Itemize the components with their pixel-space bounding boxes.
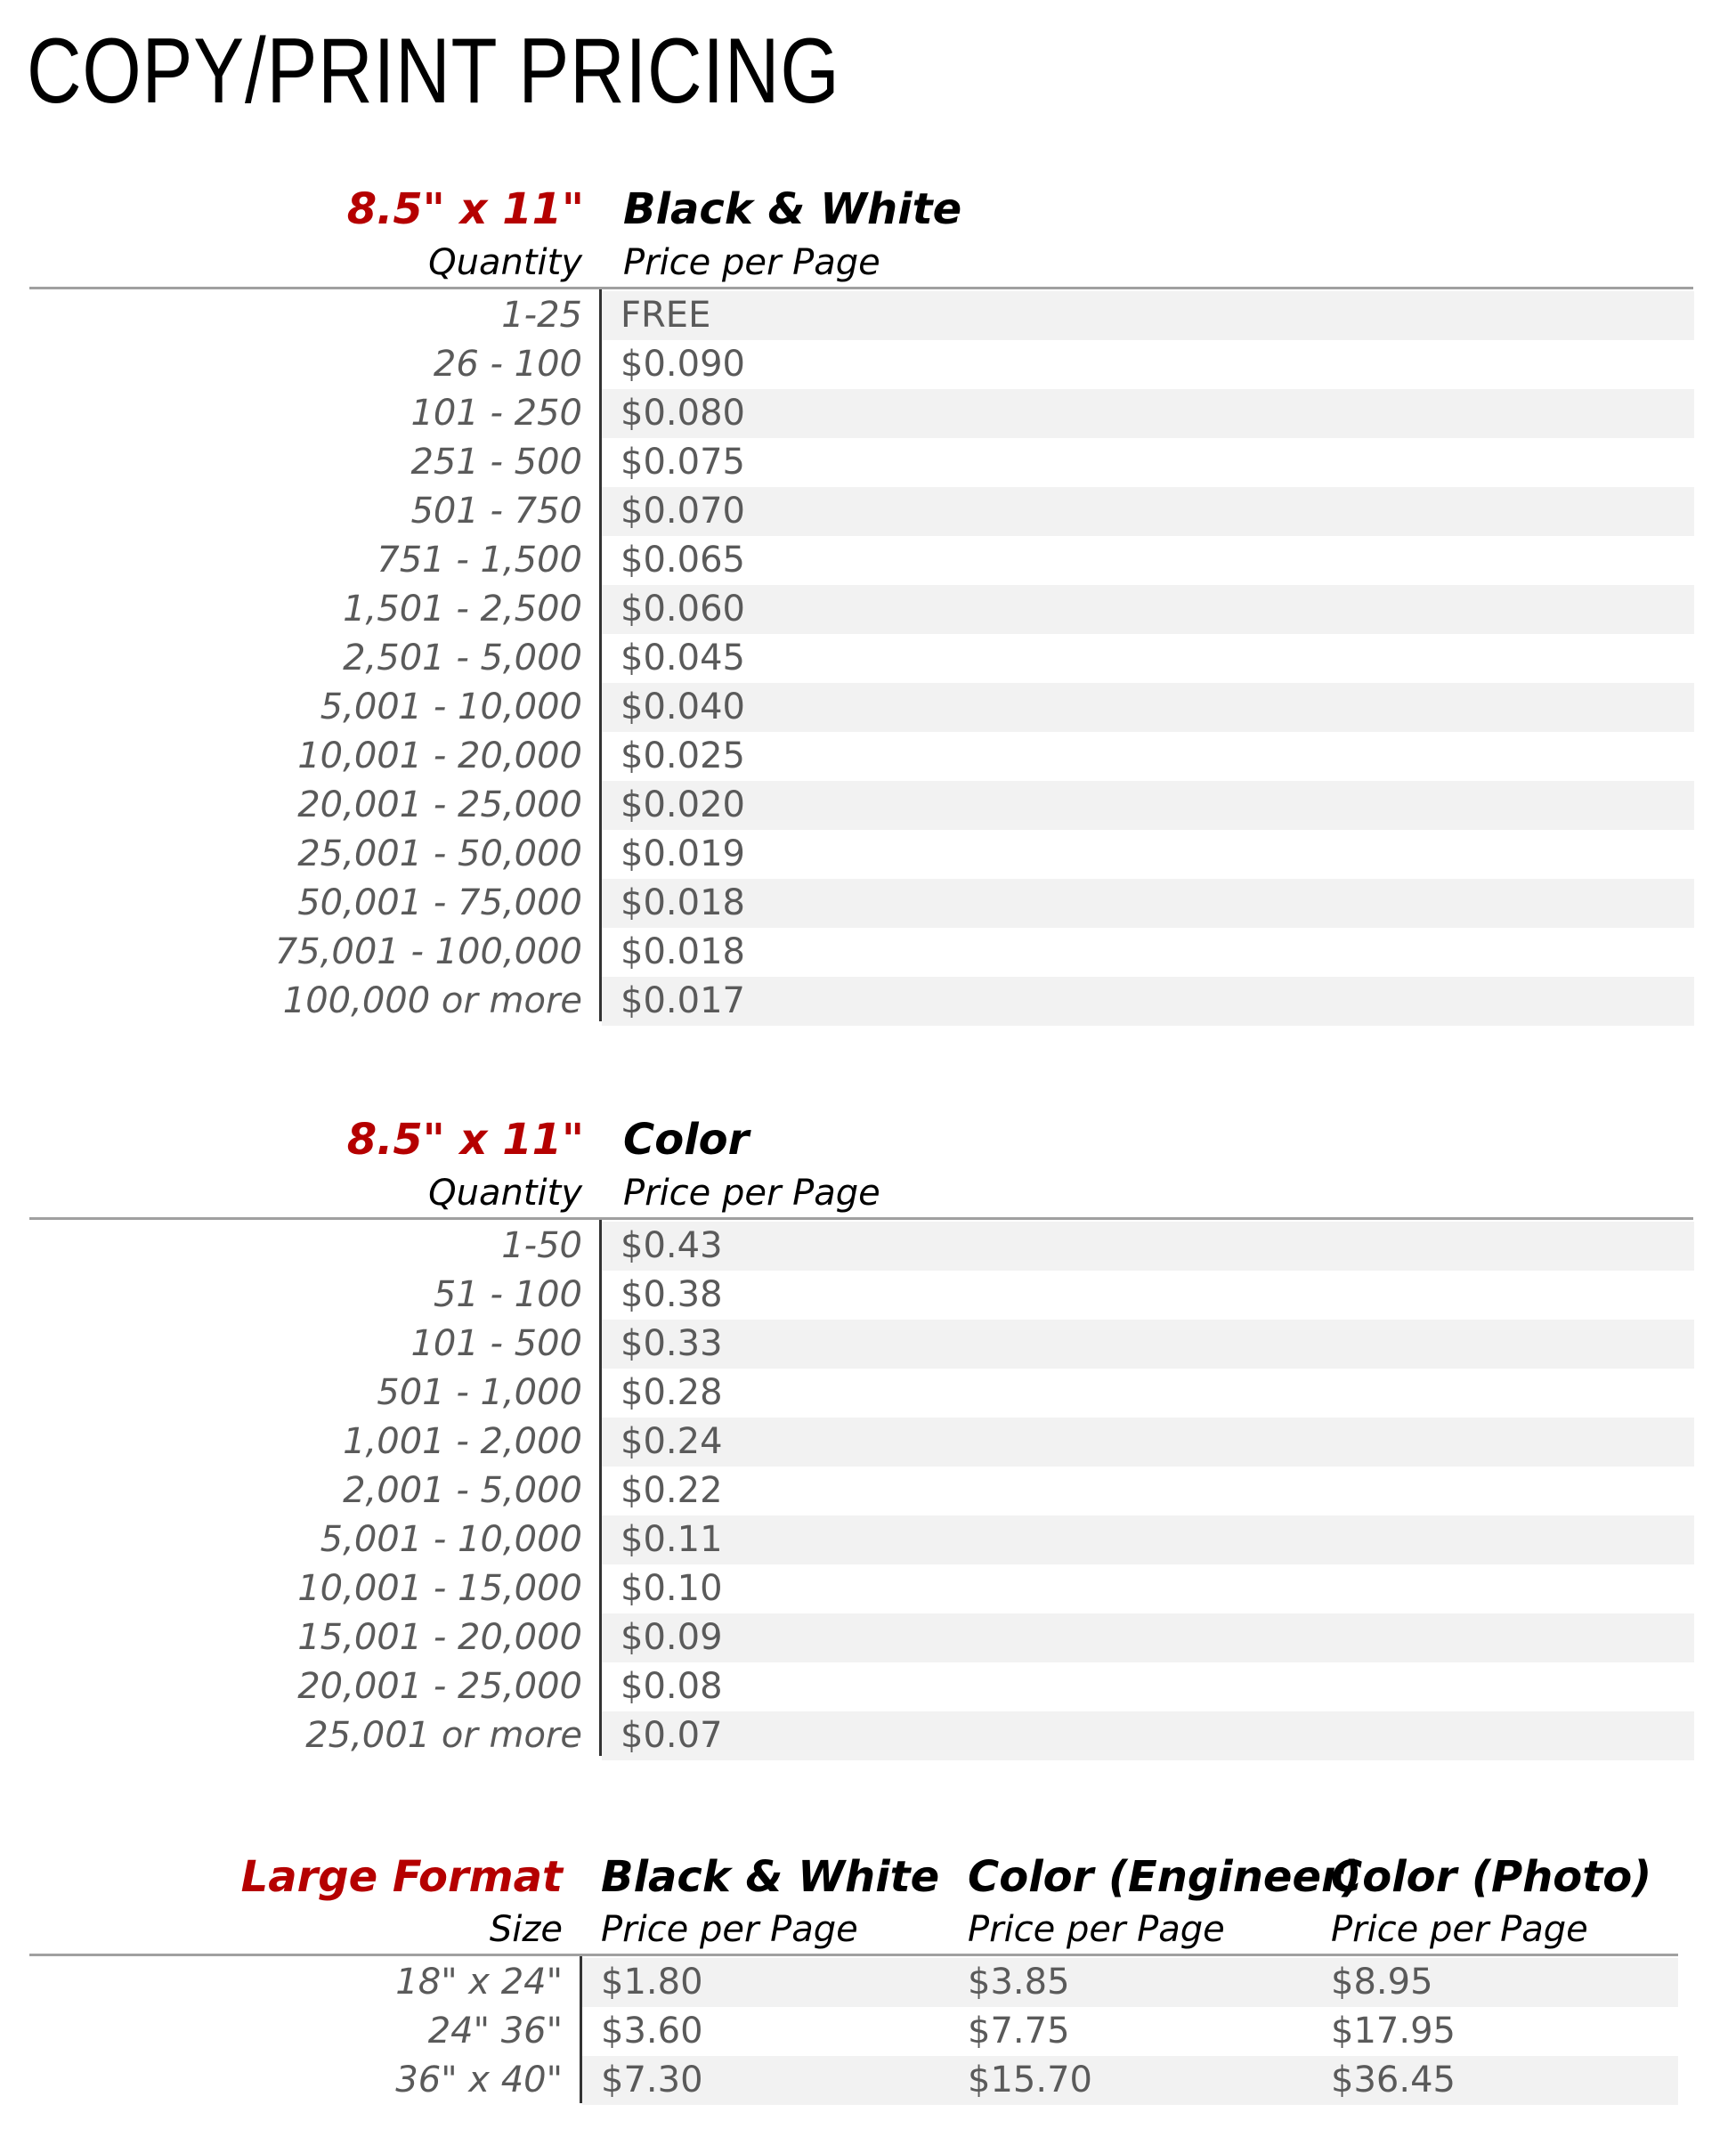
price-cell: $0.065 <box>621 540 745 581</box>
size-cell: 18" x 24" <box>395 1962 563 2003</box>
price-cell: $0.38 <box>621 1274 723 1315</box>
price-cell: $0.017 <box>621 980 745 1021</box>
quantity-cell: 501 - 750 <box>410 491 582 532</box>
quantity-cell: 15,001 - 20,000 <box>297 1617 582 1658</box>
large-col-engineer-sub: Price per Page <box>968 1909 1225 1950</box>
bw-heading: Black & White <box>623 184 962 234</box>
price-cell: $0.018 <box>621 882 745 923</box>
large-col-engineer-heading: Color (Engineer) <box>968 1852 1362 1902</box>
price-cell: $0.11 <box>621 1519 723 1560</box>
price-cell: $0.020 <box>621 784 745 825</box>
price-cell: $0.28 <box>621 1372 723 1413</box>
price-cell: $15.70 <box>968 2060 1092 2100</box>
bw-header-rule <box>29 287 1693 289</box>
page-title: COPY/PRINT PRICING <box>27 20 840 123</box>
large-format-label: Large Format <box>240 1852 563 1902</box>
bw-size-label: 8.5" x 11" <box>346 184 584 234</box>
quantity-cell: 100,000 or more <box>282 980 582 1021</box>
bw-price-header: Price per Page <box>623 242 880 283</box>
price-cell: $17.95 <box>1331 2011 1456 2052</box>
row-band <box>602 683 1694 732</box>
quantity-cell: 10,001 - 20,000 <box>297 735 582 776</box>
quantity-cell: 20,001 - 25,000 <box>297 784 582 825</box>
large-col-bw-heading: Black & White <box>601 1852 940 1902</box>
size-cell: 36" x 40" <box>395 2060 563 2100</box>
color-header-rule <box>29 1217 1693 1220</box>
row-band <box>602 1515 1694 1564</box>
row-band <box>602 487 1694 536</box>
price-cell: $0.07 <box>621 1715 723 1756</box>
price-cell: $0.080 <box>621 393 745 434</box>
quantity-cell: 1-25 <box>501 295 582 336</box>
large-col-photo-sub: Price per Page <box>1331 1909 1588 1950</box>
price-cell: $0.025 <box>621 735 745 776</box>
color-price-header: Price per Page <box>623 1173 880 1214</box>
quantity-cell: 5,001 - 10,000 <box>320 1519 582 1560</box>
price-cell: $8.95 <box>1331 1962 1433 2003</box>
row-band <box>602 1222 1694 1271</box>
quantity-cell: 1-50 <box>501 1225 582 1266</box>
price-cell: $0.22 <box>621 1470 723 1511</box>
price-cell: $7.30 <box>601 2060 703 2100</box>
row-band <box>582 2056 1678 2105</box>
quantity-cell: 501 - 1,000 <box>377 1372 582 1413</box>
row-band <box>602 1320 1694 1369</box>
price-cell: $0.075 <box>621 442 745 483</box>
price-cell: $0.10 <box>621 1568 723 1609</box>
price-cell: $0.24 <box>621 1421 723 1462</box>
quantity-cell: 2,001 - 5,000 <box>343 1470 582 1511</box>
bw-quantity-header: Quantity <box>428 242 582 283</box>
quantity-cell: 50,001 - 75,000 <box>297 882 582 923</box>
price-cell: $1.80 <box>601 1962 703 2003</box>
quantity-cell: 1,501 - 2,500 <box>343 589 582 630</box>
quantity-cell: 10,001 - 15,000 <box>297 1568 582 1609</box>
quantity-cell: 26 - 100 <box>433 344 582 385</box>
quantity-cell: 75,001 - 100,000 <box>274 931 582 972</box>
quantity-cell: 25,001 - 50,000 <box>297 833 582 874</box>
row-band <box>602 291 1694 340</box>
price-cell: FREE <box>621 295 711 336</box>
quantity-cell: 5,001 - 10,000 <box>320 687 582 727</box>
quantity-cell: 251 - 500 <box>410 442 582 483</box>
price-cell: $0.045 <box>621 638 745 678</box>
row-band <box>602 1711 1694 1760</box>
row-band <box>602 1418 1694 1467</box>
row-band <box>602 585 1694 634</box>
price-cell: $0.43 <box>621 1225 723 1266</box>
large-col-bw-sub: Price per Page <box>601 1909 858 1950</box>
quantity-cell: 20,001 - 25,000 <box>297 1666 582 1707</box>
large-header-rule <box>29 1954 1678 1956</box>
price-cell: $0.019 <box>621 833 745 874</box>
quantity-cell: 51 - 100 <box>433 1274 582 1315</box>
price-cell: $0.09 <box>621 1617 723 1658</box>
quantity-cell: 101 - 500 <box>410 1323 582 1364</box>
price-cell: $0.090 <box>621 344 745 385</box>
row-band <box>602 389 1694 438</box>
price-cell: $0.018 <box>621 931 745 972</box>
quantity-cell: 101 - 250 <box>410 393 582 434</box>
price-cell: $7.75 <box>968 2011 1070 2052</box>
large-col-photo-heading: Color (Photo) <box>1331 1852 1652 1902</box>
quantity-cell: 2,501 - 5,000 <box>343 638 582 678</box>
price-cell: $3.85 <box>968 1962 1070 2003</box>
row-band <box>602 781 1694 830</box>
price-cell: $36.45 <box>1331 2060 1456 2100</box>
color-quantity-header: Quantity <box>428 1173 582 1214</box>
quantity-cell: 751 - 1,500 <box>377 540 582 581</box>
color-column-divider <box>599 1220 602 1756</box>
color-size-label: 8.5" x 11" <box>346 1115 584 1165</box>
price-cell: $3.60 <box>601 2011 703 2052</box>
row-band <box>602 879 1694 928</box>
price-cell: $0.070 <box>621 491 745 532</box>
row-band <box>582 1958 1678 2007</box>
price-cell: $0.08 <box>621 1666 723 1707</box>
price-cell: $0.060 <box>621 589 745 630</box>
price-cell: $0.040 <box>621 687 745 727</box>
color-heading: Color <box>623 1115 750 1165</box>
quantity-cell: 1,001 - 2,000 <box>343 1421 582 1462</box>
size-cell: 24" 36" <box>427 2011 563 2052</box>
large-size-header: Size <box>489 1909 563 1950</box>
row-band <box>602 1613 1694 1662</box>
row-band <box>602 977 1694 1026</box>
price-cell: $0.33 <box>621 1323 723 1364</box>
quantity-cell: 25,001 or more <box>305 1715 582 1756</box>
